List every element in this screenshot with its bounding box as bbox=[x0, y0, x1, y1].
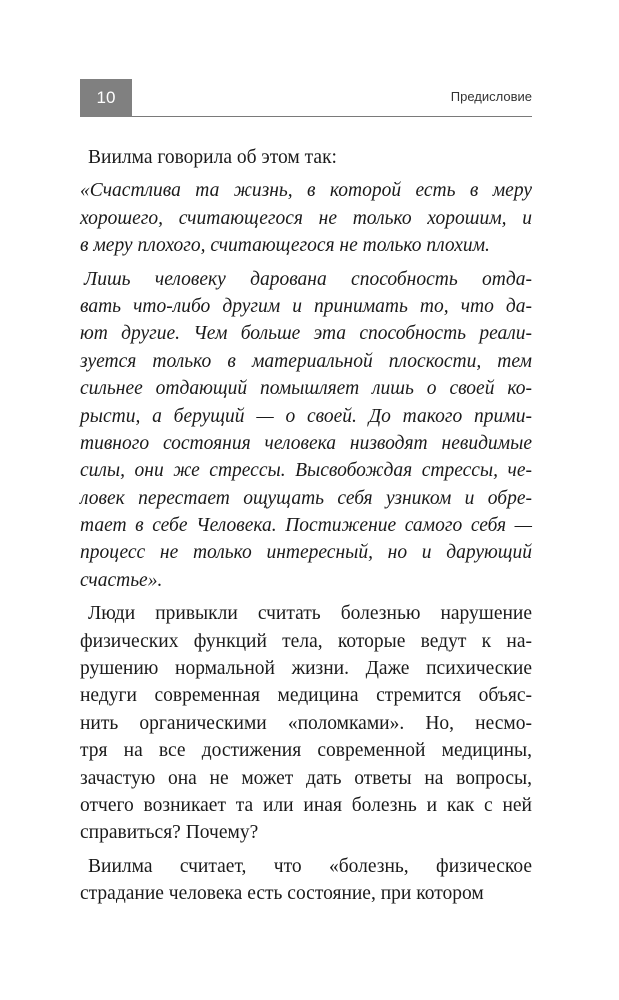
paragraph bbox=[80, 144, 532, 171]
text-line: страдание человека есть состояние, при котором bbox=[80, 883, 484, 905]
paragraph bbox=[80, 600, 532, 847]
text-line: Лишь человеку дарована способность отда- bbox=[84, 268, 532, 290]
page-number-box bbox=[80, 79, 132, 117]
text-line: физических функций тела, которые ведут к на- bbox=[80, 630, 532, 652]
paragraph bbox=[80, 853, 532, 908]
text-line: нить органическими «поломками». Но, несмо- bbox=[80, 712, 532, 734]
text-line: в меру плохого, считающегося не только плохим. bbox=[80, 235, 490, 257]
text-line: зачастую она не может дать ответы на вопросы, bbox=[80, 767, 532, 789]
paragraph bbox=[80, 177, 532, 259]
text-line: ют другие. Чем больше эта способность реали- bbox=[80, 323, 532, 345]
page-number: 10 bbox=[96, 88, 116, 107]
text-line: сильнее отдающий помышляет лишь о своей ко- bbox=[80, 378, 532, 400]
running-header bbox=[80, 79, 532, 117]
text-line: Виилма говорила об этом так: bbox=[88, 147, 337, 168]
text-line: справиться? Почему? bbox=[80, 822, 259, 844]
text-line: Люди привыкли считать болезнью нарушение bbox=[88, 603, 532, 625]
text-line: силы, они же стрессы. Высвобождая стрессы, че- bbox=[80, 460, 532, 482]
text-line: вать что-либо другим и принимать то, что да- bbox=[80, 295, 532, 317]
paragraph bbox=[80, 266, 532, 595]
text-line: рушению нормальной жизни. Даже психические bbox=[80, 658, 532, 680]
text-line: тивного состояния человека низводят невидимые bbox=[80, 432, 532, 454]
section-title: Предисловие bbox=[450, 89, 532, 104]
text-line: хорошего, считающегося не только хорошим, и bbox=[80, 207, 532, 229]
text-line: тря на все достижения современной медицины, bbox=[80, 740, 532, 762]
text-line: Виилма считает, что «болезнь, физическое bbox=[88, 855, 532, 877]
body-text bbox=[80, 144, 532, 908]
text-line: зуется только в материальной плоскости, тем bbox=[80, 350, 532, 372]
text-line: «Счастлива та жизнь, в которой есть в меру bbox=[80, 180, 532, 202]
text-line: отчего возникает та или иная болезнь и как с ней bbox=[80, 794, 532, 816]
text-line: процесс не только интересный, но и дарующий bbox=[80, 542, 532, 564]
text-line: счастье». bbox=[80, 569, 163, 591]
text-line: недуги современная медицина стремится объяс- bbox=[80, 685, 532, 707]
text-line: ловек перестает ощущать себя узником и обре- bbox=[80, 487, 532, 509]
text-line: рысти, а берущий — о своей. До такого прими- bbox=[80, 405, 532, 427]
text-line: тает в себе Человека. Постижение самого себя — bbox=[80, 515, 532, 537]
header-rule bbox=[132, 116, 532, 117]
